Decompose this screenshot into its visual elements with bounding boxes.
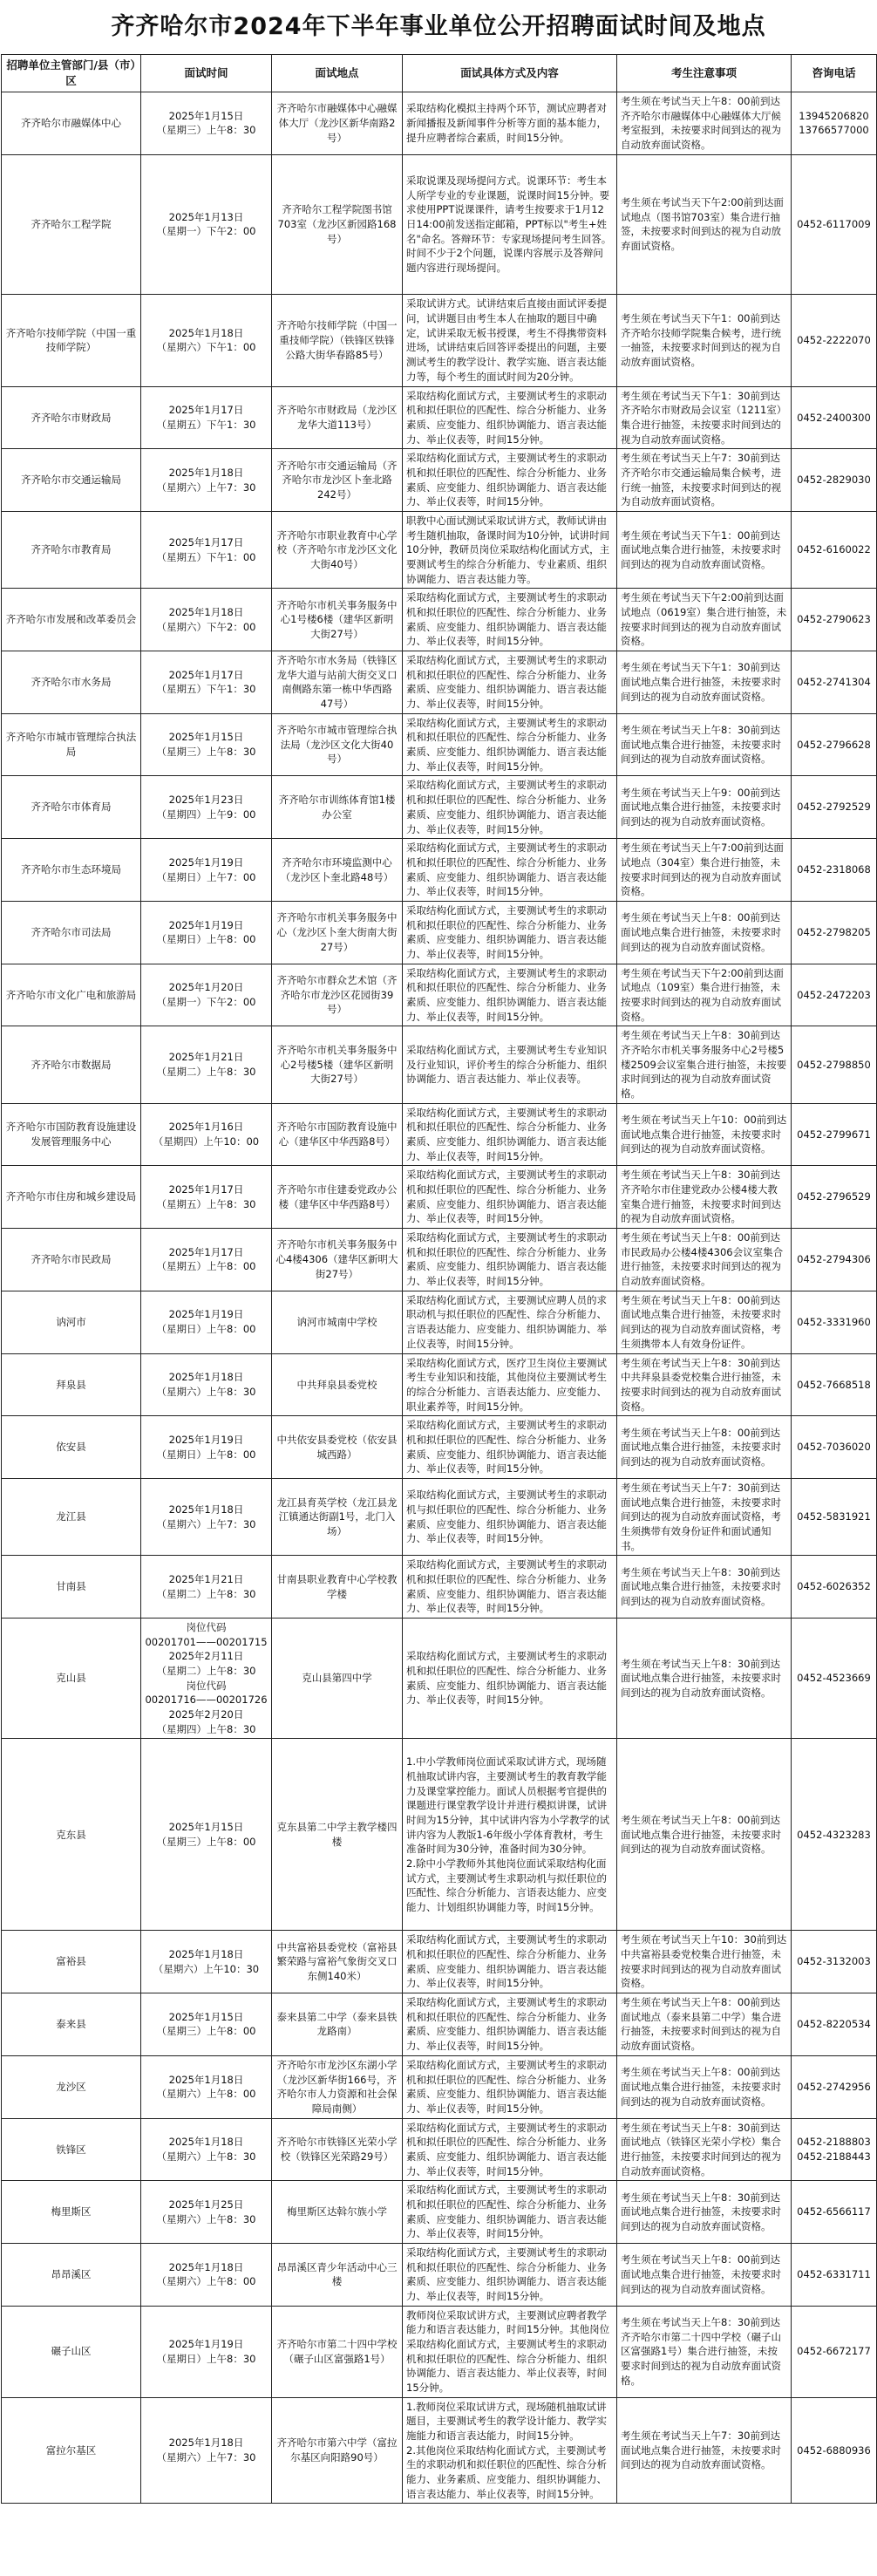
table-row	[2, 2243, 877, 2306]
time-cell: 2025年1月18日 （星期六）上午7：30	[141, 1479, 272, 1556]
content-cell: 采取结构化面试方式，主要测试考生的求职动机和拟任职位的匹配性、综合分析能力、业务素质、应变能力、组织协调能力、语言表达能力、举止仪表等，时间15分钟。	[403, 589, 617, 651]
table-row	[2, 2306, 877, 2397]
unit-cell: 齐齐哈尔市数据局	[2, 1026, 141, 1103]
phone-cell: 0452-3132003	[792, 1931, 877, 1993]
table-row	[2, 294, 877, 386]
phone-cell: 0452-2222070	[792, 294, 877, 386]
place-cell: 齐齐哈尔市财政局（龙沙区龙华大道113号）	[272, 386, 403, 449]
table-row	[2, 154, 877, 294]
note-cell: 考生须在考试当天下午1：00前到达面试地点集合进行抽签，未按要求时间到达的视为自动放弃面试资格。	[617, 512, 792, 589]
time-cell: 2025年1月17日 （星期五）下午1：30	[141, 386, 272, 449]
unit-cell: 齐齐哈尔工程学院	[2, 154, 141, 294]
unit-cell: 甘南县	[2, 1556, 141, 1619]
place-cell: 齐齐哈尔市龙沙区东湖小学（龙沙区新华街166号，齐齐哈尔市人力资源和社会保障局南侧）	[272, 2055, 403, 2118]
note-cell: 考生须在考试当天上午8：00前到达齐齐哈尔市融媒体中心融媒体大厅候考室报到，未按要求时间到达的视为自动放弃面试资格。	[617, 92, 792, 155]
place-cell: 梅里斯区达斡尔族小学	[272, 2181, 403, 2244]
table-row	[2, 589, 877, 651]
content-cell: 采取结构化面试方式，主要测试考生的求职动机和拟任职位的匹配性、综合分析能力、业务素质、应变能力、组织协调能力、语言表达能力、举止仪表等，时间15分钟。	[403, 2181, 617, 2244]
note-cell: 考生须在考试当天上午8：30前到达齐齐哈尔市第二十四中学校（碾子山区富强路1号）集合进行抽签，未按要求时间到达的视为自动放弃面试资格。	[617, 2306, 792, 2397]
phone-cell: 0452-2794306	[792, 1228, 877, 1291]
phone-cell: 0452-6672177	[792, 2306, 877, 2397]
table-row	[2, 2118, 877, 2181]
place-cell: 齐齐哈尔市训练体育馆1楼办公室	[272, 776, 403, 839]
content-cell: 采取试讲方式。试讲结束后直接由面试评委提问，试讲题目由考生本人在抽取的题目中确定，试讲采取无板书授课，考生不得携带资料进场，试讲结束后回答评委提出的问题，主要测试考生的教学设计、教学实施、语言表达能力等，每个考生的面试时间为20分钟。	[403, 294, 617, 386]
content-cell: 采取结构化面试方式，医疗卫生岗位主要测试考生专业知识和技能，其他岗位主要测试考生的综合分析能力、言语表达能力、应变能力、职业素养等，时间15分钟。	[403, 1353, 617, 1416]
table-row	[2, 839, 877, 902]
unit-cell: 齐齐哈尔市教育局	[2, 512, 141, 589]
table-row	[2, 386, 877, 449]
header-unit: 招聘单位主管部门/县（市）区	[2, 55, 141, 92]
content-cell: 采取结构化面试方式，主要测试考生的求职动机和拟任职位的匹配性、综合分析能力、业务素质、应变能力、组织协调能力、语言表达能力、举止仪表等，时间15分钟。	[403, 901, 617, 964]
time-cell: 2025年1月18日 （星期六）上午8：00	[141, 2055, 272, 2118]
unit-cell: 拜泉县	[2, 1353, 141, 1416]
time-cell: 2025年1月18日 （星期六）下午2：00	[141, 589, 272, 651]
phone-cell: 0452-7668518	[792, 1353, 877, 1416]
place-cell: 中共依安县委党校（依安县城西路）	[272, 1416, 403, 1479]
time-cell: 2025年1月18日 （星期六）下午1：00	[141, 294, 272, 386]
time-cell: 2025年1月15日 （星期三）上午8：30	[141, 92, 272, 155]
place-cell: 齐齐哈尔市机关事务服务中心2号楼5楼（建华区新明大街27号）	[272, 1026, 403, 1103]
time-cell: 2025年1月17日 （星期五）下午1：30	[141, 651, 272, 714]
content-cell: 采取结构化面试方式，主要测试考生的求职动机和拟任职位的匹配性、综合分析能力、业务素质、应变能力、组织协调能力、语言表达能力、举止仪表等，时间15分钟。	[403, 1228, 617, 1291]
place-cell: 泰来县第二中学（泰来县铁龙路南）	[272, 1993, 403, 2056]
table-row	[2, 1619, 877, 1739]
page-title: 齐齐哈尔市2024年下半年事业单位公开招聘面试时间及地点	[111, 13, 766, 40]
time-cell: 2025年1月18日 （星期六）上午8：30	[141, 1353, 272, 1416]
time-cell: 2025年1月18日 （星期六）上午8：30	[141, 2118, 272, 2181]
phone-cell: 0452-6331711	[792, 2243, 877, 2306]
unit-cell: 齐齐哈尔市民政局	[2, 1228, 141, 1291]
header-phone: 咨询电话	[792, 55, 877, 92]
content-cell: 1.教师岗位采取试讲方式，现场随机抽取试讲题目，主要测试考生的教学设计能力、教学实施能力和语言表达能力，时间15分钟。 2.其他岗位采取结构化面试方式，主要测试考生的求职动机和拟任职位的匹配性、综合分析能力、业务素质、应变能力、组织协调能力、语言表达能力、举止仪表等，时间15分钟。	[403, 2397, 617, 2504]
phone-cell: 0452-2188803 0452-2188443	[792, 2118, 877, 2181]
note-cell: 考生须在考试当天上午9：00前到达面试地点集合进行抽签，未按要求时间到达的视为自动放弃面试资格。	[617, 776, 792, 839]
unit-cell: 克山县	[2, 1619, 141, 1739]
place-cell: 齐齐哈尔市机关事务服务中心4楼4306（建华区新明大街27号）	[272, 1228, 403, 1291]
unit-cell: 铁锋区	[2, 2118, 141, 2181]
place-cell: 齐齐哈尔市城市管理综合执法局（龙沙区文化大街40号）	[272, 713, 403, 776]
header-content: 面试具体方式及内容	[403, 55, 617, 92]
content-cell: 1.中小学教师岗位面试采取试讲方式，现场随机抽取试讲内容，主要测试考生的教育教学能力及课堂掌控能力。面试人员根据考官提供的课题进行课堂教学设计并进行模拟讲课，试讲时间为15分钟，其中试讲内容为小学教学的试讲内容为人教版1-6年级小学体育教材，考生准备时间为30分钟，准备时间为30分钟。 2.除中小学教师外其他岗位面试采取结构化面试方式，主要测试考生求职动机与拟任职位的匹配性、综合分析能力、言语表达能力、应变能力、计划组织协调能力等，时间15分钟。	[403, 1739, 617, 1931]
unit-cell: 齐齐哈尔市发展和改革委员会	[2, 589, 141, 651]
time-cell: 2025年1月19日 （星期日）上午8：00	[141, 901, 272, 964]
note-cell: 考生须在考试当天上午7:00前到达面试地点（304室）集合进行抽签，未按要求时间到达的视为自动放弃面试资格。	[617, 839, 792, 902]
unit-cell: 齐齐哈尔技师学院（中国一重技师学院）	[2, 294, 141, 386]
time-cell: 2025年1月21日 （星期二）上午8：30	[141, 1556, 272, 1619]
place-cell: 龙江县育英学校（龙江县龙江镇通达街副1号，北门入场）	[272, 1479, 403, 1556]
phone-cell: 0452-5831921	[792, 1479, 877, 1556]
content-cell: 采取结构化面试方式，主要测试考生的求职动机和拟任职位的匹配性、综合分析能力、业务素质、应变能力、组织协调能力、语言表达能力、举止仪表等，时间15分钟。	[403, 1416, 617, 1479]
place-cell: 中共富裕县委党校（富裕县繁荣路与富裕气象街交叉口东侧140米）	[272, 1931, 403, 1993]
table-row	[2, 449, 877, 512]
phone-cell: 0452-2796628	[792, 713, 877, 776]
table-row	[2, 1556, 877, 1619]
note-cell: 考生须在考试当天下午1：30前到达齐齐哈尔市财政局会议室（1211室）集合进行抽签，未按要求时间到达的视为自动放弃面试资格。	[617, 386, 792, 449]
content-cell: 采取结构化面试方式，主要测试考生专业知识及行业知识，评价考生的综合分析能力、组织协调能力、语言表达能力、举止仪表等。	[403, 1026, 617, 1103]
note-cell: 考生须在考试当天上午8：00前到达市民政局办公楼4楼4306会议室集合进行抽签，未按要求时间到达的视为自动放弃面试资格。	[617, 1228, 792, 1291]
unit-cell: 克东县	[2, 1739, 141, 1931]
phone-cell: 0452-2798205	[792, 901, 877, 964]
note-cell: 考生须在考试当天上午7：30前到达面试地点集合进行抽签，未按要求时间到达的视为自动放弃面试资格。	[617, 2397, 792, 2504]
content-cell: 采取说课及现场提问方式。说课环节：考生本人所学专业的专业课题，说课时间15分钟。要求使用PPT说课课件，请考生按要求于1月12日14:00前发送指定邮箱，PPT标以"考生+姓名"命名。答辩环节：专家现场提问考生回答。时间不少于2个问题，说课内容展示及答辩问题内容进行现场提问。	[403, 154, 617, 294]
time-cell: 岗位代码 00201701——00201715 2025年2月11日 （星期二）上午8：30 岗位代码 00201716——00201726 2025年2月20日 （星期四）上午8：30	[141, 1619, 272, 1739]
table-row	[2, 964, 877, 1026]
unit-cell: 龙沙区	[2, 2055, 141, 2118]
content-cell: 采取结构化面试方式，主要测试考生的求职动机和拟任职位的匹配性、综合分析能力、业务素质、应变能力、组织协调能力、语言表达能力、举止仪表等，时间15分钟。	[403, 1166, 617, 1229]
note-cell: 考生须在考试当天下午2:00前到达面试地点（109室）集合进行抽签，未按要求时间到达的视为自动放弃面试资格。	[617, 964, 792, 1026]
place-cell: 齐齐哈尔市职业教育中心学校（齐齐哈尔市龙沙区文化大街40号）	[272, 512, 403, 589]
note-cell: 考生须在考试当天上午8：00前到达面试地点集合进行抽签，未按要求时间到达的视为自动放弃面试资格。	[617, 1739, 792, 1931]
note-cell: 考生须在考试当天上午8：00前到达面试地点集合进行抽签，未按要求时间到达的视为自动放弃面试资格。	[617, 901, 792, 964]
place-cell: 齐齐哈尔技师学院（中国一重技师学院）（铁锋区铁锋公路大街华春路85号）	[272, 294, 403, 386]
note-cell: 考生须在考试当天上午8：30前到达面试地点集合进行抽签，未按要求时间到达的视为自动放弃面试资格。	[617, 1556, 792, 1619]
content-cell: 采取结构化模拟主持两个环节，测试应聘者对新闻播报及新闻事件分析等方面的基本能力，提升应聘者综合素质，时间15分钟。	[403, 92, 617, 155]
unit-cell: 齐齐哈尔市住房和城乡建设局	[2, 1166, 141, 1229]
content-cell: 采取结构化面试方式，主要测试考生的求职动机和拟任职位的匹配性、综合分析能力、业务素质、应变能力、组织协调能力、语言表达能力、举止仪表等，时间15分钟。	[403, 1931, 617, 1993]
unit-cell: 齐齐哈尔市体育局	[2, 776, 141, 839]
time-cell: 2025年1月17日 （星期五）上午8：30	[141, 1166, 272, 1229]
content-cell: 采取结构化面试方式，主要测试考生的求职动机和拟任职位的匹配性、综合分析能力、业务素质、应变能力、组织协调能力、语言表达能力、举止仪表等，时间15分钟。	[403, 449, 617, 512]
unit-cell: 齐齐哈尔市财政局	[2, 386, 141, 449]
unit-cell: 齐齐哈尔市文化广电和旅游局	[2, 964, 141, 1026]
note-cell: 考生须在考试当天上午8：00前到达面试地点集合进行抽签，未按要求时间到达的视为自动放弃面试资格，考生须携带本人有效身份证件。	[617, 1291, 792, 1353]
table-row	[2, 2055, 877, 2118]
content-cell: 采取结构化面试方式，主要测试考生的求职动机和拟任职位的匹配性、综合分析能力、业务素质、应变能力、组织协调能力、语言表达能力、举止仪表等，时间15分钟。	[403, 651, 617, 714]
table-row	[2, 1228, 877, 1291]
table-row	[2, 776, 877, 839]
phone-cell: 0452-2799671	[792, 1103, 877, 1166]
table-row	[2, 92, 877, 155]
content-cell: 采取结构化面试方式，主要测试考生的求职动机和拟任职位的匹配性、综合分析能力、业务素质、应变能力、组织协调能力、语言表达能力、举止仪表等，时间15分钟。	[403, 1556, 617, 1619]
time-cell: 2025年1月13日 （星期一）下午2：00	[141, 154, 272, 294]
unit-cell: 齐齐哈尔市水务局	[2, 651, 141, 714]
place-cell: 齐齐哈尔市环境监测中心（龙沙区卜奎北路48号）	[272, 839, 403, 902]
phone-cell: 0452-6117009	[792, 154, 877, 294]
time-cell: 2025年1月15日 （星期三）上午8：30	[141, 713, 272, 776]
place-cell: 克山县第四中学	[272, 1619, 403, 1739]
phone-cell: 0452-2741304	[792, 651, 877, 714]
note-cell: 考生须在考试当天上午8：30前到达面试地点集合进行抽签，未按要求时间到达的视为自动放弃面试资格。	[617, 1619, 792, 1739]
phone-cell: 0452-6566117	[792, 2181, 877, 2244]
place-cell: 齐齐哈尔市融媒体中心融媒体大厅（龙沙区新华南路2号）	[272, 92, 403, 155]
table-row	[2, 713, 877, 776]
unit-cell: 齐齐哈尔市国防教育设施建设发展管理服务中心	[2, 1103, 141, 1166]
table-row	[2, 1931, 877, 1993]
table-row	[2, 512, 877, 589]
content-cell: 采取结构化面试方式，主要测试考生的求职动机和拟任职位的匹配性、综合分析能力、业务素质、应变能力、组织协调能力、语言表达能力、举止仪表等，时间15分钟。	[403, 2055, 617, 2118]
table-row	[2, 1993, 877, 2056]
table-row	[2, 1026, 877, 1103]
table-row	[2, 1353, 877, 1416]
phone-cell: 0452-4523669	[792, 1619, 877, 1739]
place-cell: 齐齐哈尔市第二十四中学校（碾子山区富强路1号）	[272, 2306, 403, 2397]
time-cell: 2025年1月15日 （星期三）上午8：00	[141, 1993, 272, 2056]
table-row	[2, 2397, 877, 2504]
place-cell: 齐齐哈尔市铁锋区光荣小学校（铁锋区光荣路29号）	[272, 2118, 403, 2181]
phone-cell: 0452-6160022	[792, 512, 877, 589]
unit-cell: 富拉尔基区	[2, 2397, 141, 2504]
note-cell: 考生须在考试当天上午7：30前到达齐齐哈尔市交通运输局集合候考，进行统一抽签，未按要求时间到达的视为自动放弃面试资格。	[617, 449, 792, 512]
table-row	[2, 1416, 877, 1479]
place-cell: 齐齐哈尔工程学院图书馆703室（龙沙区新园路168号）	[272, 154, 403, 294]
unit-cell: 泰来县	[2, 1993, 141, 2056]
content-cell: 采取结构化面试方式，主要测试考生的求职动机和拟任职位的匹配性、综合分析能力、业务素质、应变能力、组织协调能力、语言表达能力、举止仪表等，时间15分钟。	[403, 1993, 617, 2056]
time-cell: 2025年1月15日 （星期三）上午8：00	[141, 1739, 272, 1931]
table-row	[2, 1103, 877, 1166]
place-cell: 中共拜泉县委党校	[272, 1353, 403, 1416]
content-cell: 采取结构化面试方式，主要测试考生的求职动机和拟任职位的匹配性、综合分析能力、业务素质、应变能力、组织协调能力、语言表达能力、举止仪表等，时间15分钟。	[403, 776, 617, 839]
table-row	[2, 2181, 877, 2244]
phone-cell: 0452-2742956	[792, 2055, 877, 2118]
place-cell: 讷河市城南中学校	[272, 1291, 403, 1353]
time-cell: 2025年1月19日 （星期日）上午7：00	[141, 839, 272, 902]
unit-cell: 碾子山区	[2, 2306, 141, 2397]
table-row	[2, 651, 877, 714]
note-cell: 考生须在考试当天上午8：30前到达中共拜泉县委党校集合进行抽签，未按要求时间到达的视为自动放弃面试资格。	[617, 1353, 792, 1416]
content-cell: 教师岗位采取试讲方式，主要测试应聘者教学能力和语言表达能力，时间15分钟。其他岗位采取结构化面试方式，主要测试考生的求职动机和拟任职位的匹配性、综合分析能力、组织协调能力、语言表达能力、举止仪表等，时间15分钟。	[403, 2306, 617, 2397]
note-cell: 考生须在考试当天上午8：30前到达齐齐哈尔市住建党政办公楼4楼大教室集合进行抽签，未按要求时间到达的视为自动放弃面试资格。	[617, 1166, 792, 1229]
phone-cell: 0452-4323283	[792, 1739, 877, 1931]
time-cell: 2025年1月17日 （星期五）上午8：00	[141, 1228, 272, 1291]
content-cell: 采取结构化面试方式，主要测试考生的求职动机和拟任职位的匹配性、综合分析能力、业务素质、应变能力、组织协调能力、语言表达能力、举止仪表等，时间15分钟。	[403, 964, 617, 1026]
note-cell: 考生须在考试当天下午2:00前到达面试地点（图书馆703室）集合进行抽签，未按要求时间到达的视为自动放弃面试资格。	[617, 154, 792, 294]
phone-cell: 0452-2400300	[792, 386, 877, 449]
note-cell: 考生须在考试当天上午7：30前到达面试地点集合进行抽签，未按要求时间到达的视为自动放弃面试资格，考生须携带有效身份证件和面试通知书。	[617, 1479, 792, 1556]
phone-cell: 0452-6880936	[792, 2397, 877, 2504]
place-cell: 甘南县职业教育中心学校教学楼	[272, 1556, 403, 1619]
schedule-table	[1, 54, 877, 2504]
phone-cell: 0452-6026352	[792, 1556, 877, 1619]
time-cell: 2025年1月19日 （星期日）上午8：30	[141, 2306, 272, 2397]
unit-cell: 龙江县	[2, 1479, 141, 1556]
note-cell: 考生须在考试当天上午8：30前到达面试地点集合进行抽签，未按要求时间到达的视为自动放弃面试资格。	[617, 2181, 792, 2244]
time-cell: 2025年1月18日 （星期六）上午8：00	[141, 2243, 272, 2306]
header-row	[2, 55, 877, 92]
place-cell: 齐齐哈尔市水务局（铁锋区龙华大道与站前大街交叉口南侧路东第一栋中华西路47号）	[272, 651, 403, 714]
content-cell: 采取结构化面试方式，主要测试考生的求职动机和拟任职位的匹配性、综合分析能力、业务素质、应变能力、组织协调能力、语言表达能力、举止仪表等，时间15分钟。	[403, 2243, 617, 2306]
note-cell: 考生须在考试当天下午1：00前到达齐齐哈尔技师学院集合候考，进行统一抽签，未按要求时间到达的视为自动放弃面试资格。	[617, 294, 792, 386]
place-cell: 昂昂溪区青少年活动中心三楼	[272, 2243, 403, 2306]
note-cell: 考生须在考试当天上午8：00前到达面试地点集合进行抽签，未按要求时间到达的视为自动放弃面试资格。	[617, 2243, 792, 2306]
place-cell: 齐齐哈尔市群众艺术馆（齐齐哈尔市龙沙区花园街39号）	[272, 964, 403, 1026]
header-time: 面试时间	[141, 55, 272, 92]
phone-cell: 0452-2790623	[792, 589, 877, 651]
content-cell: 采取结构化面试方式，主要测试应聘人员的求职动机与拟任职位的匹配性、综合分析能力、言语表达能力、应变能力、组织协调能力、举止仪表等，时间15分钟。	[403, 1291, 617, 1353]
time-cell: 2025年1月17日 （星期五）下午1：00	[141, 512, 272, 589]
unit-cell: 齐齐哈尔市生态环境局	[2, 839, 141, 902]
time-cell: 2025年1月18日 （星期六）上午7：30	[141, 449, 272, 512]
phone-cell: 0452-2472203	[792, 964, 877, 1026]
phone-cell: 0452-2318068	[792, 839, 877, 902]
place-cell: 齐齐哈尔市住建委党政办公楼（建华区中华西路8号）	[272, 1166, 403, 1229]
unit-cell: 齐齐哈尔市交通运输局	[2, 449, 141, 512]
note-cell: 考生须在考试当天上午8：00前到达面试地点集合进行抽签，未按要求时间到达的视为自动放弃面试资格。	[617, 2055, 792, 2118]
content-cell: 采取结构化面试方式，主要测试考生的求职动机和拟任职位的匹配性、综合分析能力、业务素质、应变能力、组织协调能力、语言表达能力、举止仪表等，时间15分钟。	[403, 713, 617, 776]
note-cell: 考生须在考试当天上午8：30前到达面试地点（铁锋区光荣小学校）集合进行抽签，未按要求时间到达的视为自动放弃面试资格。	[617, 2118, 792, 2181]
place-cell: 齐齐哈尔市交通运输局（齐齐哈尔市龙沙区卜奎北路242号）	[272, 449, 403, 512]
note-cell: 考生须在考试当天上午8：30前到达齐齐哈尔市机关事务服务中心2号楼5楼2509会议室集合进行抽签，未按要求时间到达的视为自动放弃面试资格。	[617, 1026, 792, 1103]
table-row	[2, 1739, 877, 1931]
note-cell: 考生须在考试当天上午8：00前到达面试地点（泰来县第二中学）集合进行抽签，未按要求时间到达的视为自动放弃面试资格。	[617, 1993, 792, 2056]
table-row	[2, 1479, 877, 1556]
time-cell: 2025年1月18日 （星期六）上午10：30	[141, 1931, 272, 1993]
content-cell: 采取结构化面试方式，主要测试考生的求职动机和拟任职位的匹配性、综合分析能力、业务素质、应变能力、组织协调能力、语言表达能力、举止仪表等，时间15分钟。	[403, 386, 617, 449]
phone-cell: 0452-3331960	[792, 1291, 877, 1353]
table-body	[2, 92, 877, 2504]
time-cell: 2025年1月19日 （星期日）上午8：00	[141, 1416, 272, 1479]
time-cell: 2025年1月23日 （星期四）上午9：00	[141, 776, 272, 839]
time-cell: 2025年1月20日 （星期一）下午2：00	[141, 964, 272, 1026]
phone-cell: 13945206820 13766577000	[792, 92, 877, 155]
note-cell: 考生须在考试当天上午8：00前到达面试地点集合进行抽签，未按要求时间到达的视为自动放弃面试资格。	[617, 1416, 792, 1479]
time-cell: 2025年1月16日 （星期四）上午10：00	[141, 1103, 272, 1166]
content-cell: 采取结构化面试方式，主要测试考生的求职动机与拟任职位的匹配性、综合分析能力、业务素质、应变能力、组织协调能力、语言表达能力、举止仪表等，时间15分钟。	[403, 1479, 617, 1556]
time-cell: 2025年1月18日 （星期六）上午7：30	[141, 2397, 272, 2504]
phone-cell: 0452-7036020	[792, 1416, 877, 1479]
header-place: 面试地点	[272, 55, 403, 92]
unit-cell: 齐齐哈尔市城市管理综合执法局	[2, 713, 141, 776]
content-cell: 采取结构化面试方式，主要测试考生的求职动机和拟任职位的匹配性、综合分析能力、业务素质、应变能力、组织协调能力、语言表达能力、举止仪表等，时间15分钟。	[403, 2118, 617, 2181]
place-cell: 齐齐哈尔市第六中学（富拉尔基区向阳路90号）	[272, 2397, 403, 2504]
phone-cell: 0452-8220534	[792, 1993, 877, 2056]
place-cell: 克东县第二中学主教学楼四楼	[272, 1739, 403, 1931]
table-row	[2, 1166, 877, 1229]
place-cell: 齐齐哈尔市机关事务服务中心（龙沙区卜奎大街南大街27号）	[272, 901, 403, 964]
time-cell: 2025年1月19日 （星期日）上午8：00	[141, 1291, 272, 1353]
note-cell: 考生须在考试当天下午2:00前到达面试地点（0619室）集合进行抽签，未按要求时间到达的视为自动放弃面试资格。	[617, 589, 792, 651]
header-note: 考生注意事项	[617, 55, 792, 92]
content-cell: 采取结构化面试方式，主要测试考生的求职动机和拟任职位的匹配性、综合分析能力、业务素质、应变能力、组织协调能力、语言表达能力、举止仪表等，时间15分钟。	[403, 1103, 617, 1166]
note-cell: 考生须在考试当天上午8：30前到达面试地点集合进行抽签，未按要求时间到达的视为自动放弃面试资格。	[617, 713, 792, 776]
phone-cell: 0452-2796529	[792, 1166, 877, 1229]
content-cell: 采取结构化面试方式，主要测试考生的求职动机和拟任职位的匹配性、综合分析能力、业务素质、应变能力、组织协调能力、语言表达能力、举止仪表等，时间15分钟。	[403, 839, 617, 902]
unit-cell: 讷河市	[2, 1291, 141, 1353]
content-cell: 职教中心面试测试采取试讲方式，教师试讲由考生随机抽取，备课时间为10分钟，试讲时间10分钟，教研员岗位采取结构化面试方式，主要测试考生的综合分析能力、专业素质、组织协调能力、语言表达能力等。	[403, 512, 617, 589]
unit-cell: 梅里斯区	[2, 2181, 141, 2244]
unit-cell: 昂昂溪区	[2, 2243, 141, 2306]
time-cell: 2025年1月21日 （星期二）上午8：30	[141, 1026, 272, 1103]
note-cell: 考生须在考试当天下午1：30前到达面试地点集合进行抽签，未按要求时间到达的视为自动放弃面试资格。	[617, 651, 792, 714]
table-row	[2, 1291, 877, 1353]
unit-cell: 依安县	[2, 1416, 141, 1479]
phone-cell: 0452-2829030	[792, 449, 877, 512]
phone-cell: 0452-2798850	[792, 1026, 877, 1103]
note-cell: 考生须在考试当天上午10：00前到达面试地点集合进行抽签，未按要求时间到达的视为自动放弃面试资格。	[617, 1103, 792, 1166]
unit-cell: 齐齐哈尔市融媒体中心	[2, 92, 141, 155]
unit-cell: 富裕县	[2, 1931, 141, 1993]
time-cell: 2025年1月25日 （星期六）上午8：30	[141, 2181, 272, 2244]
table-row	[2, 901, 877, 964]
place-cell: 齐齐哈尔市国防教育设施中心（建华区中华西路8号）	[272, 1103, 403, 1166]
place-cell: 齐齐哈尔市机关事务服务中心1号楼6楼（建华区新明大街27号）	[272, 589, 403, 651]
content-cell: 采取结构化面试方式，主要测试考生的求职动机和拟任职位的匹配性、综合分析能力、业务素质、应变能力、组织协调能力、语言表达能力、举止仪表等，时间15分钟。	[403, 1619, 617, 1739]
unit-cell: 齐齐哈尔市司法局	[2, 901, 141, 964]
phone-cell: 0452-2792529	[792, 776, 877, 839]
note-cell: 考生须在考试当天上午10：30前到达中共富裕县委党校集合进行抽签，未按要求时间到达的视为自动放弃面试资格。	[617, 1931, 792, 1993]
